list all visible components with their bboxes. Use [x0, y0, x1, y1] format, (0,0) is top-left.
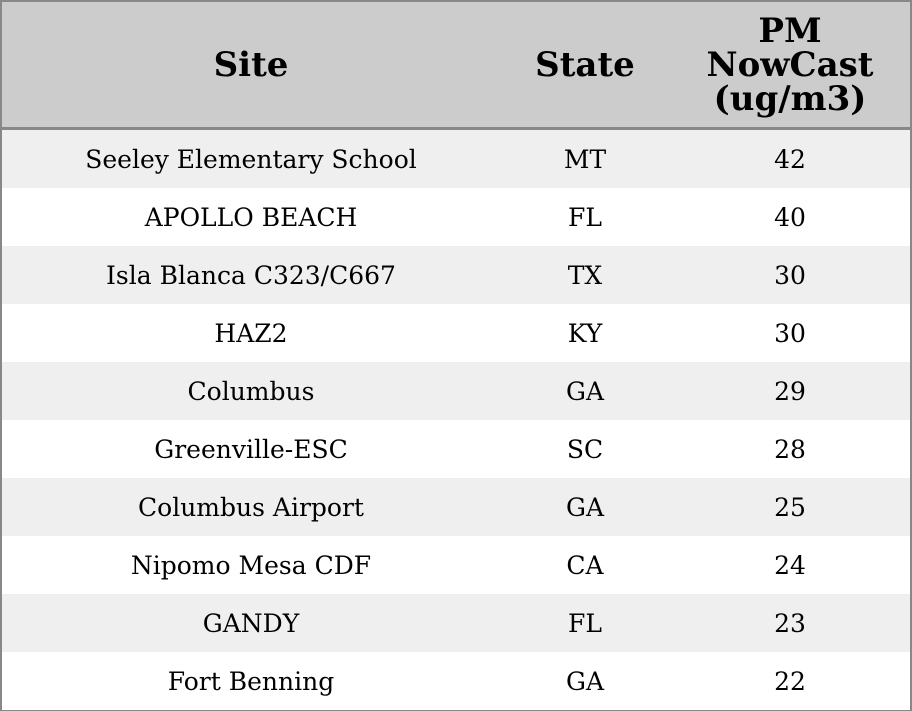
table-row	[2, 478, 910, 536]
cell-state: FL	[500, 594, 670, 652]
cell-site: Nipomo Mesa CDF	[2, 536, 500, 594]
cell-site: Columbus	[2, 362, 500, 420]
table-row	[2, 652, 910, 710]
cell-state: GA	[500, 478, 670, 536]
cell-site: Greenville-ESC	[2, 420, 500, 478]
cell-site: HAZ2	[2, 304, 500, 362]
cell-state: FL	[500, 188, 670, 246]
header-pm-line-1: PM	[758, 10, 822, 51]
cell-pm-value: 30	[670, 304, 910, 362]
header-pm-line-2: NowCast	[706, 44, 874, 85]
cell-state: GA	[500, 652, 670, 710]
cell-pm-value: 22	[670, 652, 910, 710]
cell-pm-value: 40	[670, 188, 910, 246]
data-table	[2, 2, 910, 710]
table-header	[2, 2, 910, 129]
cell-site: GANDY	[2, 594, 500, 652]
table-body	[2, 129, 910, 711]
cell-site: Seeley Elementary School	[2, 129, 500, 189]
table-row	[2, 594, 910, 652]
header-site: Site	[2, 2, 500, 129]
cell-pm-value: 29	[670, 362, 910, 420]
cell-state: KY	[500, 304, 670, 362]
cell-site: APOLLO BEACH	[2, 188, 500, 246]
table-row	[2, 129, 910, 189]
cell-state: GA	[500, 362, 670, 420]
cell-site: Isla Blanca C323/C667	[2, 246, 500, 304]
cell-state: CA	[500, 536, 670, 594]
header-pm-nowcast	[670, 2, 910, 129]
cell-pm-value: 24	[670, 536, 910, 594]
header-row	[2, 2, 910, 129]
table-row	[2, 362, 910, 420]
cell-site: Fort Benning	[2, 652, 500, 710]
cell-state: TX	[500, 246, 670, 304]
table-row	[2, 188, 910, 246]
table-row	[2, 246, 910, 304]
table-row	[2, 304, 910, 362]
cell-state: MT	[500, 129, 670, 189]
table-row	[2, 536, 910, 594]
cell-pm-value: 28	[670, 420, 910, 478]
cell-site: Columbus Airport	[2, 478, 500, 536]
cell-pm-value: 30	[670, 246, 910, 304]
cell-pm-value: 23	[670, 594, 910, 652]
cell-state: SC	[500, 420, 670, 478]
header-state: State	[500, 2, 670, 129]
cell-pm-value: 25	[670, 478, 910, 536]
header-pm-line-3: (ug/m3)	[713, 78, 867, 119]
table-row	[2, 420, 910, 478]
cell-pm-value: 42	[670, 129, 910, 189]
